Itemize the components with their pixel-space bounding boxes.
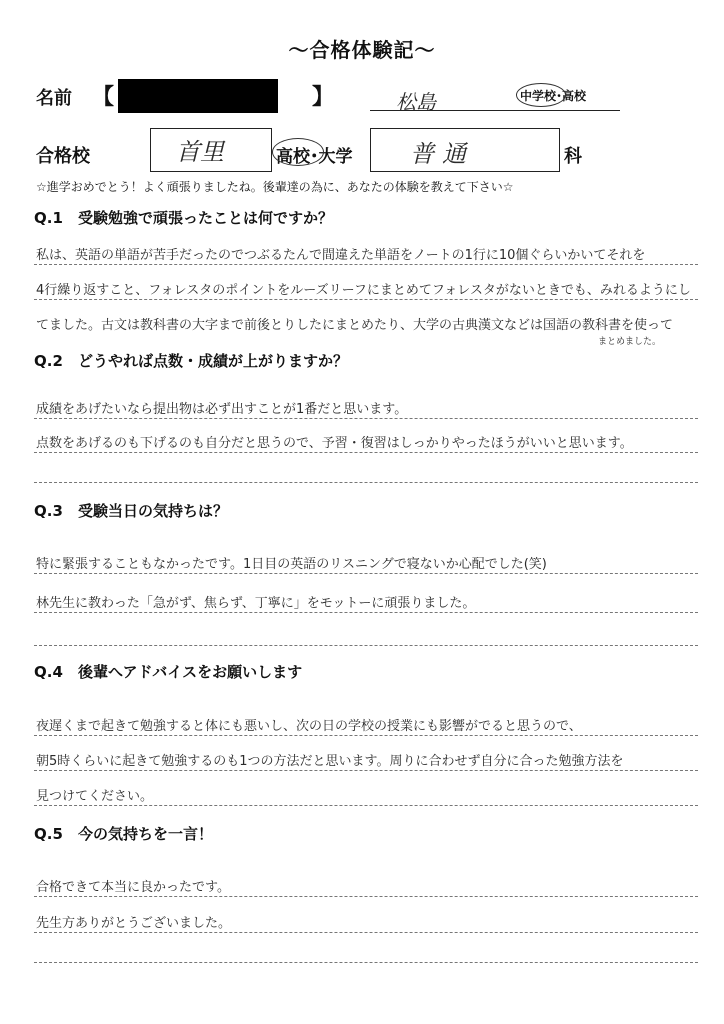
rule-line [34, 452, 698, 453]
question-4-text: 後輩へアドバイスをお願いします [78, 663, 303, 681]
answer-1-line-3: てました。古文は教科書の大字まで前後とりしたにまとめたり、大学の古典漢文などは国語の教科書を使って [36, 318, 674, 333]
question-2 [34, 350, 348, 371]
answer-4-line-2: 朝5時くらいに起きて勉強するのも1つの方法だと思います。周りに合わせず自分に合った勉強方法を [36, 754, 624, 769]
question-5 [34, 823, 213, 844]
school-type-label: 高校･大学 [276, 147, 353, 167]
rule-line [34, 770, 698, 771]
name-bracket-close: 】 [312, 85, 335, 110]
answer-1-line-1: 私は、英語の単語が苦手だったのでつぶるたんで間違えた単語をノートの1行に10個ぐらいかいてそれを [36, 248, 646, 263]
answer-5-line-2: 先生方ありがとうございました。 [36, 916, 232, 931]
question-1 [34, 207, 333, 228]
rule-line [34, 418, 698, 419]
answer-5-line-1: 合格できて本当に良かったです。 [36, 880, 230, 895]
question-4 [34, 661, 302, 682]
rule-line [34, 573, 698, 574]
answer-4-line-1: 夜遅くまで起きて勉強すると体にも悪いし、次の日の学校の授業にも影響がでると思うので、 [36, 719, 582, 734]
question-2-text: どうやれば点数・成績が上がりますか？ [78, 352, 349, 370]
middle-school-handwritten: 松島 [396, 90, 436, 114]
question-5-text: 今の気持ちを一言！ [78, 825, 214, 843]
question-3-number: Q.3 [34, 502, 63, 520]
name-label: 名前 [36, 88, 72, 109]
answer-3-line-2: 林先生に教わった「急がず、焦らず、丁寧に」をモットーに頑張りました。 [36, 596, 476, 611]
name-redaction [118, 79, 278, 113]
question-1-number: Q.1 [34, 209, 63, 227]
question-5-number: Q.5 [34, 825, 63, 843]
rule-line [34, 735, 698, 736]
high-school-circle [272, 138, 324, 166]
question-2-number: Q.2 [34, 352, 63, 370]
school-type-circle [516, 83, 566, 107]
answer-4-line-3: 見つけてください。 [36, 789, 154, 804]
rule-line [34, 805, 698, 806]
answer-1-line-4: まとめました。 [598, 337, 662, 347]
answer-1-line-2: 4行繰り返すこと、フォレスタのポイントをルーズリーフにまとめてフォレスタがないときでも、みれるようにし [36, 283, 691, 298]
question-1-text: 受験勉強で頑張ったことは何ですか？ [78, 209, 334, 227]
question-3-text: 受験当日の気持ちは？ [78, 502, 229, 520]
course-handwritten: 普通 [410, 140, 474, 168]
rule-line [34, 299, 698, 300]
rule-line [34, 645, 698, 646]
answer-2-line-1: 成績をあげたいなら提出物は必ず出すことが1番だと思います。 [36, 402, 408, 417]
answer-3-line-1: 特に緊張することもなかったです。1日目の英語のリスニングで寝ないか心配でした(笑) [36, 557, 547, 572]
rule-line [34, 612, 698, 613]
rule-line [34, 932, 698, 933]
pass-school-handwritten: 首里 [176, 138, 224, 166]
course-suffix: 科 [564, 146, 582, 167]
answer-2-line-2: 点数をあげるのも下げるのも自分だと思うので、予習・復習はしっかりやったほうがいいと思います。 [36, 436, 633, 451]
rule-line [34, 264, 698, 265]
pass-school-label: 合格校 [36, 146, 90, 167]
document-title: 〜合格体験記〜 [288, 38, 436, 62]
question-3 [34, 500, 228, 521]
rule-line [34, 962, 698, 963]
school-type-options: 中学校･高校 [520, 89, 587, 103]
instruction-note: ☆進学おめでとう！よく頑張りましたね。後輩達の為に、あなたの体験を教えて下さい☆ [36, 180, 514, 194]
question-4-number: Q.4 [34, 663, 63, 681]
name-bracket-open: 【 [92, 85, 115, 110]
rule-line [34, 482, 698, 483]
rule-line [34, 896, 698, 897]
school-underline [370, 110, 620, 111]
